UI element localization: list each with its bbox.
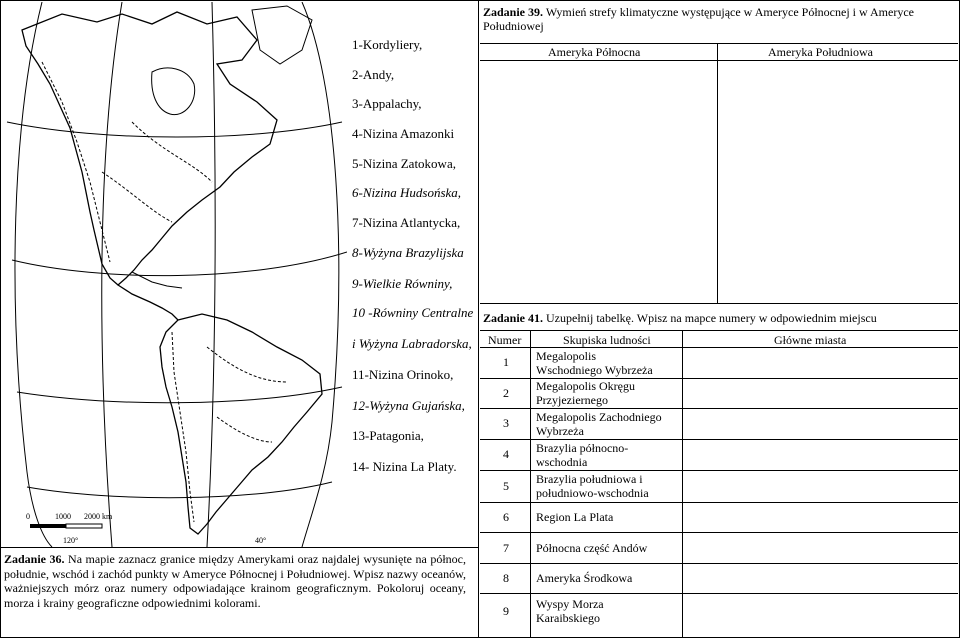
task-39-text: Wymień strefy klimatyczne występujące w Ameryce Północnej i w Ameryce Południowej: [483, 5, 914, 33]
row-cluster: Brazylia południowa i południowo-wschodnia: [536, 472, 649, 500]
task-39-col-south: Ameryka Południowa: [768, 45, 873, 59]
row-number: 2: [503, 386, 509, 400]
legend-item: 6-Nizina Hudsońska,: [352, 185, 462, 200]
legend-item: 4-Nizina Amazonki: [352, 126, 455, 141]
cordillera-line: [42, 62, 110, 262]
legend-item: 2-Andy,: [352, 67, 395, 82]
america-map: [2, 2, 347, 547]
row-number: 6: [503, 510, 509, 524]
greenland: [252, 6, 312, 64]
row-cluster: Północna część Andów: [536, 541, 648, 555]
map-meridian-edge-west: [15, 2, 52, 547]
north-america-outline: [22, 12, 277, 285]
col-header-number: Numer: [488, 333, 522, 347]
row-number: 7: [503, 541, 509, 555]
row-cluster: Brazylia północno- wschodnia: [536, 441, 629, 469]
region-boundary: [132, 122, 212, 182]
legend-item: 12-Wyżyna Gujańska,: [352, 398, 465, 413]
table-rule: [480, 60, 958, 61]
row-number: 5: [503, 479, 509, 493]
table-rule: [480, 439, 958, 440]
scale-label-right: 2000 km: [84, 512, 113, 521]
caribbean-islands: [132, 272, 182, 288]
map-meridian-edge-east: [302, 2, 339, 547]
legend-item: 1-Kordyliery,: [352, 37, 423, 52]
row-number: 3: [503, 416, 509, 430]
task-36-label: Zadanie 36.: [4, 552, 65, 566]
map-parallel: [17, 387, 342, 403]
table-rule: [480, 502, 958, 503]
map-parallel: [27, 482, 332, 498]
legend-item: 14- Nizina La Platy.: [352, 459, 457, 474]
table-rule: [480, 330, 958, 331]
task-39: [483, 5, 953, 33]
task-36-text: Na mapie zaznacz granice między Amerykami oraz najdalej wysunięte na północ, południe, wschód i zachód punkty w Ameryce Północnej i Południowej. Wpisz nazwy oceanów, ważniejszych mórz oraz numery odpowiadające krainom geograficznym. Pokoloruj oceany, morza i krainy geograficzne odpowiednimi kolorami.: [4, 552, 467, 610]
hudson-bay: [152, 68, 195, 115]
map-parallel: [12, 252, 347, 276]
scale-label-mid: 1000: [55, 512, 71, 521]
table-rule: [682, 330, 683, 637]
legend-item: 8-Wyżyna Brazylijska: [352, 245, 464, 260]
row-cluster: Megalopolis Wschodniego Wybrzeża: [536, 349, 653, 377]
andes-line: [172, 332, 194, 522]
table-rule: [717, 43, 718, 303]
task-41: [483, 311, 953, 325]
col-header-cities: Główne miasta: [774, 333, 847, 347]
task-36: [4, 552, 466, 610]
region-boundary: [217, 417, 272, 442]
table-rule: [480, 43, 958, 44]
task-41-text: Uzupełnij tabelkę. Wpisz na mapce numery w odpowiednim miejscu: [546, 311, 877, 325]
longitude-label: 40°: [255, 536, 267, 545]
row-cluster: Megalopolis Zachodniego Wybrzeża: [536, 410, 662, 438]
row-cluster: Region La Plata: [536, 510, 614, 524]
row-number: 1: [503, 355, 509, 369]
legend-item: 7-Nizina Atlantycka,: [352, 215, 461, 230]
legend-item: i Wyżyna Labradorska,: [352, 336, 472, 351]
row-number: 9: [503, 604, 509, 618]
table-rule: [480, 303, 958, 304]
legend-item: 3-Appalachy,: [352, 96, 422, 111]
legend-item: 10 -Równiny Centralne: [352, 305, 474, 320]
table-rule: [480, 532, 958, 533]
table-rule: [480, 470, 958, 471]
map-scale-bar: [30, 524, 102, 528]
task-39-label: Zadanie 39.: [483, 5, 544, 19]
south-america-outline: [160, 314, 322, 534]
longitude-label: 120°: [63, 536, 79, 545]
legend-item: 9-Wielkie Równiny,: [352, 276, 453, 291]
map-parallel: [7, 122, 342, 137]
col-header-cluster: Skupiska ludności: [563, 333, 651, 347]
row-number: 4: [503, 447, 509, 461]
legend-item: 11-Nizina Orinoko,: [352, 367, 454, 382]
central-america: [118, 285, 178, 320]
table-rule: [480, 347, 958, 348]
legend-item: 5-Nizina Zatokowa,: [352, 156, 456, 171]
table-rule: [480, 408, 958, 409]
table-rule: [480, 593, 958, 594]
table-rule: [480, 563, 958, 564]
row-cluster: Megalopolis Okręgu Przyjeziernego: [536, 379, 635, 407]
task-39-col-north: Ameryka Północna: [548, 45, 641, 59]
region-boundary: [102, 172, 172, 222]
map-bottom-divider: [0, 547, 478, 548]
legend-item: 13-Patagonia,: [352, 428, 424, 443]
region-boundary: [207, 347, 287, 382]
row-cluster: Wyspy Morza Karaibskiego: [536, 597, 604, 625]
row-cluster: Ameryka Środkowa: [536, 571, 633, 585]
task-41-label: Zadanie 41.: [483, 311, 544, 325]
row-number: 8: [503, 571, 509, 585]
scale-label-zero: 0: [26, 512, 30, 521]
